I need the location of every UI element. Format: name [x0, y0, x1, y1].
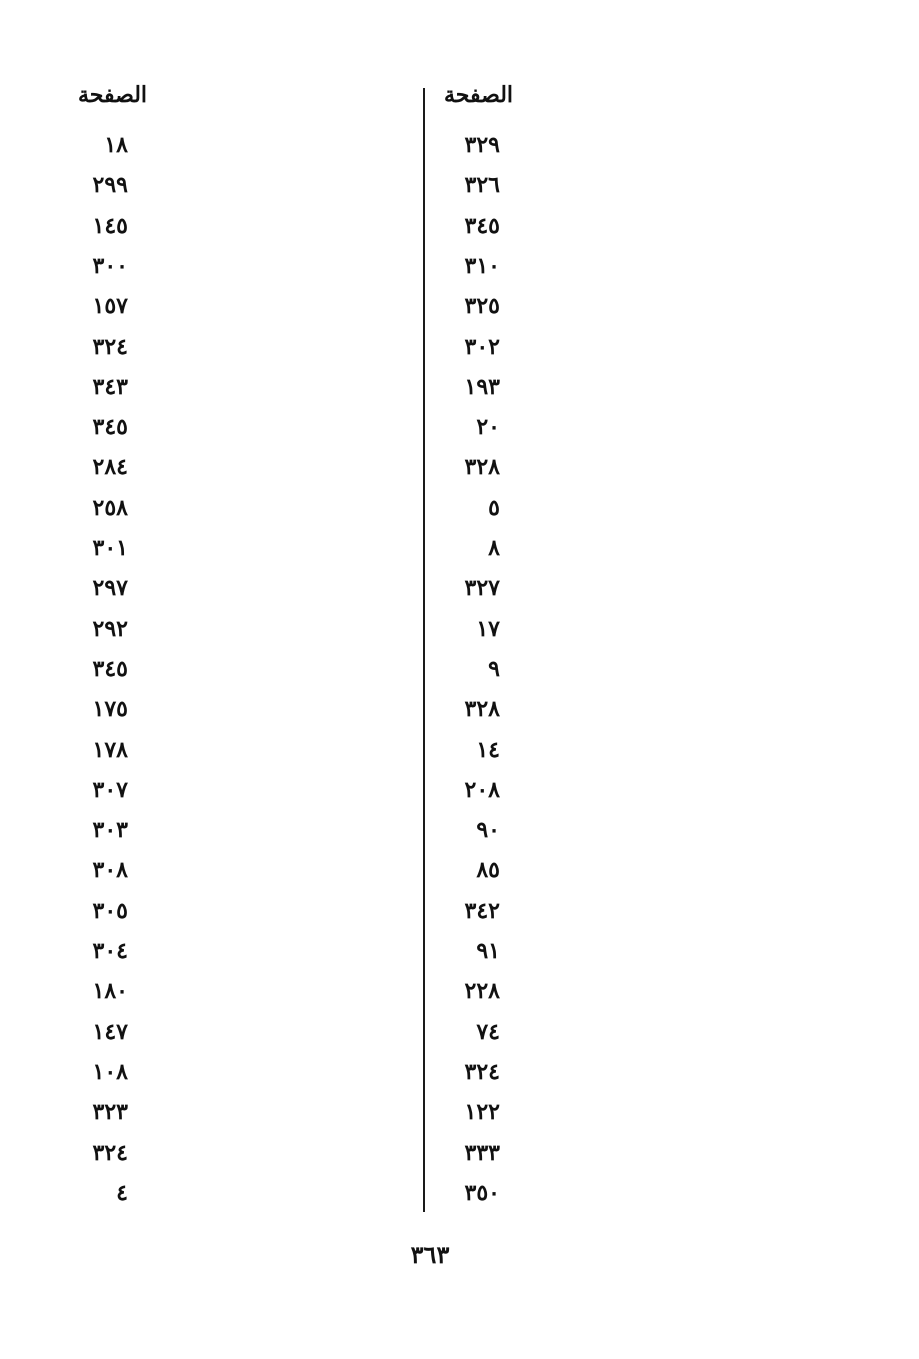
index-page-number: ٢٠٨ — [464, 777, 500, 803]
index-page-number: ١٤٧ — [92, 1019, 128, 1045]
index-page-number: ١٧٨ — [92, 737, 128, 763]
index-page-number: ٣٠٤ — [92, 938, 128, 964]
index-page-number: ١٥٧ — [92, 293, 128, 319]
index-page-number: ١٩٣ — [464, 374, 500, 400]
index-page-number: ٣٥٠ — [464, 1180, 500, 1206]
index-page-number: ٣٢٤ — [92, 1140, 128, 1166]
column-divider — [423, 88, 425, 1212]
left-page-column-header: الصفحة — [78, 82, 148, 108]
index-page-number: ٣٤٥ — [92, 414, 128, 440]
index-page-number: ٢٥٨ — [92, 495, 128, 521]
index-page-number: ٣٢٩ — [464, 132, 500, 158]
index-page-number: ٣٢٤ — [464, 1059, 500, 1085]
right-page-column-header: الصفحة — [444, 82, 514, 108]
index-page-number: ٢٩٢ — [92, 616, 128, 642]
index-page-number: ٧٤ — [476, 1019, 500, 1045]
index-page-number: ٢٨٤ — [92, 454, 128, 480]
index-page-number: ٣٠٥ — [92, 898, 128, 924]
index-page-number: ٣٣٣ — [464, 1140, 500, 1166]
index-page-number: ٢٩٩ — [92, 172, 128, 198]
index-page-number: ٣٤٥ — [92, 656, 128, 682]
index-page-number: ٣٢٤ — [92, 334, 128, 360]
index-page-number: ١٢٢ — [464, 1099, 500, 1125]
index-page-number: ٢٠ — [476, 414, 500, 440]
index-page-number: ٣٢٧ — [464, 575, 500, 601]
index-page-number: ٣٤٢ — [464, 898, 500, 924]
index-page-number: ٢٩٧ — [92, 575, 128, 601]
index-page-number: ٣٢٨ — [464, 696, 500, 722]
index-page-number: ٣٤٥ — [464, 213, 500, 239]
index-page-number: ٢٢٨ — [464, 978, 500, 1004]
index-page-number: ١٤٥ — [92, 213, 128, 239]
index-page-number: ٣٠٣ — [92, 817, 128, 843]
index-page-number: ١٧ — [476, 616, 500, 642]
index-page-number: ٤ — [116, 1180, 128, 1206]
index-page-number: ٩ — [488, 656, 500, 682]
index-page-number: ٨٥ — [476, 857, 500, 883]
index-page-number: ٩١ — [476, 938, 500, 964]
index-page-number: ١٧٥ — [92, 696, 128, 722]
index-page-number: ٥ — [488, 495, 500, 521]
page-number: ٣٦٣ — [410, 1240, 450, 1269]
index-page-number: ٣٠٠ — [92, 253, 128, 279]
index-page-number: ٣٠١ — [92, 535, 128, 561]
index-page-number: ٩٠ — [476, 817, 500, 843]
index-page-number: ٣٢٦ — [464, 172, 500, 198]
index-page-number: ١٤ — [476, 737, 500, 763]
index-page-number: ٣١٠ — [464, 253, 500, 279]
index-page-number: ٨ — [488, 535, 500, 561]
index-page-number: ٣٢٥ — [464, 293, 500, 319]
index-page-number: ١٠٨ — [92, 1059, 128, 1085]
index-page-number: ٣٤٣ — [92, 374, 128, 400]
index-page-number: ٣٠٧ — [92, 777, 128, 803]
index-page-number: ٣٠٢ — [464, 334, 500, 360]
index-page-number: ١٨ — [104, 132, 128, 158]
index-page-number: ٣٢٣ — [92, 1099, 128, 1125]
index-page-number: ١٨٠ — [92, 978, 128, 1004]
index-page-number: ٣٢٨ — [464, 454, 500, 480]
index-page-number: ٣٠٨ — [92, 857, 128, 883]
